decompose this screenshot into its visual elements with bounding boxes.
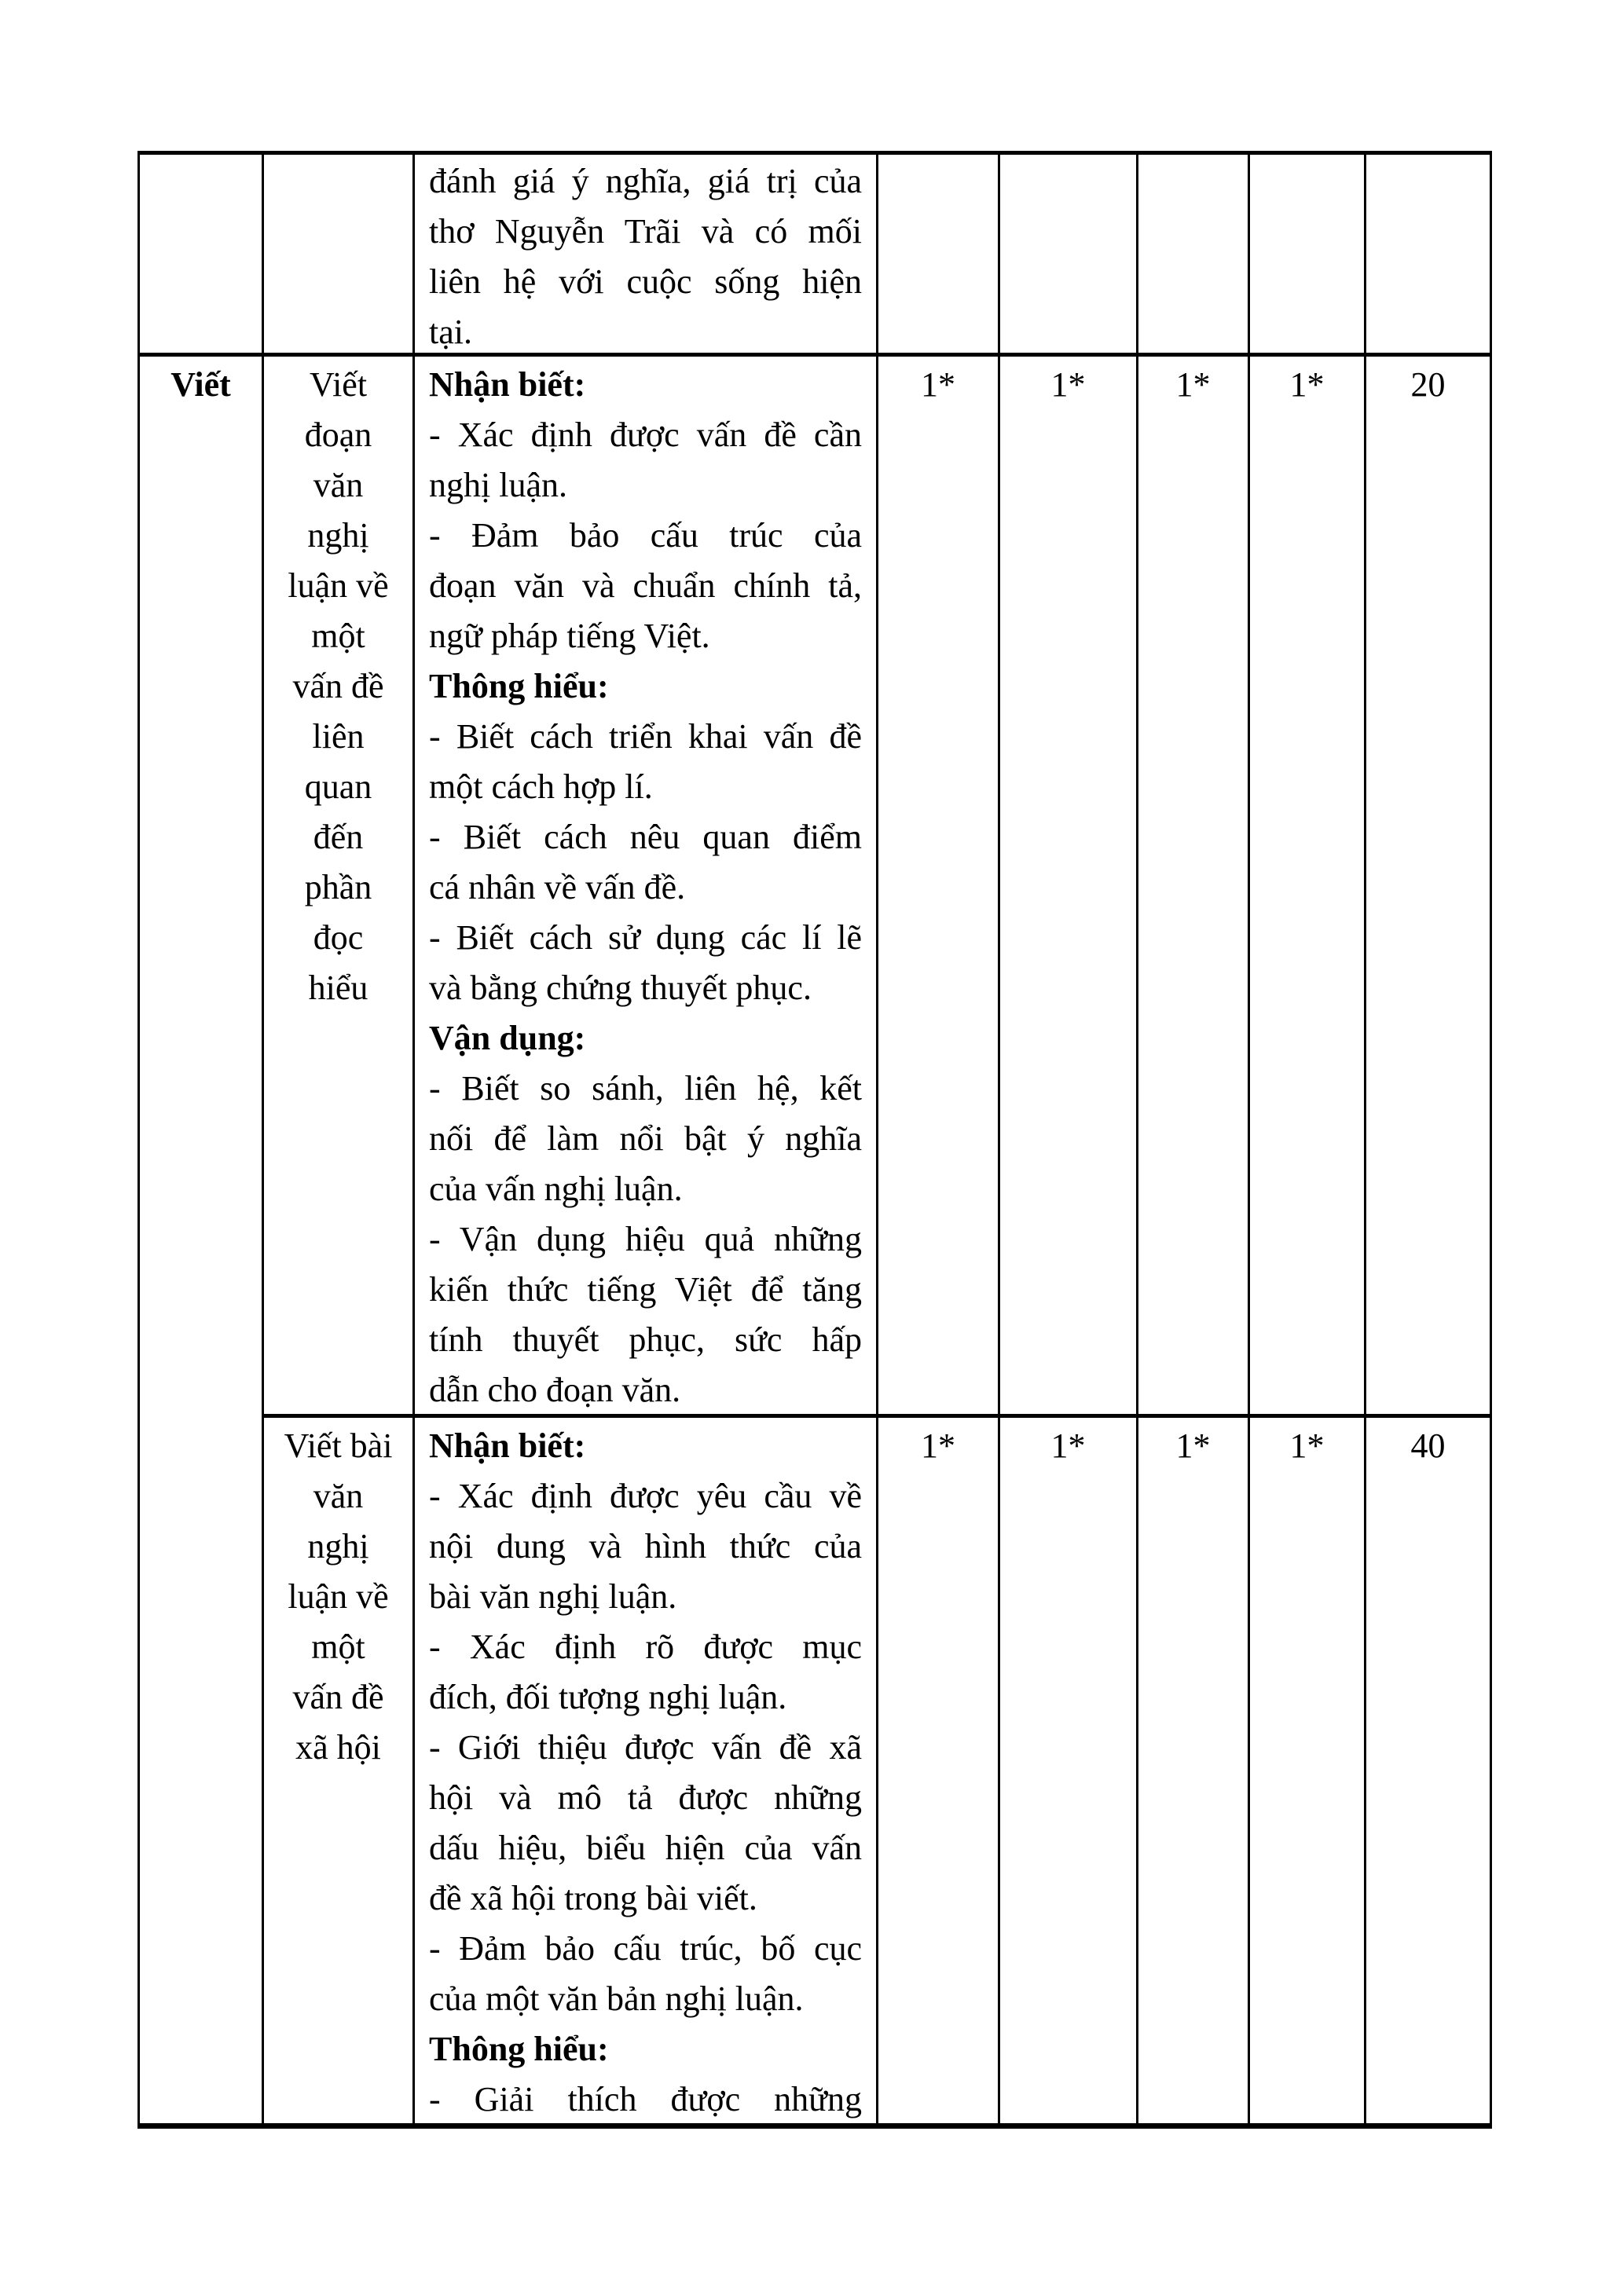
text-line: liên hệ với cuộc sống hiện <box>429 262 862 301</box>
cell-carryover-nb-empty <box>878 155 1000 357</box>
cell-carryover-th-empty <box>1000 155 1138 357</box>
text-line: phần <box>304 868 372 906</box>
text-line: vấn đề <box>292 667 384 705</box>
text-line: - Biết so sánh, liên hệ, kết <box>429 1069 862 1108</box>
text-line: - Vận dụng hiệu quả những <box>429 1220 862 1258</box>
text-line: hội và mô tả được những <box>429 1778 862 1817</box>
cell-carryover-skill-empty <box>140 155 264 357</box>
cell-carryover-vdc-empty <box>1250 155 1366 357</box>
text-line: nội dung và hình thức của <box>429 1527 862 1565</box>
text-line: thơ Nguyễn Trãi và có mối <box>429 212 862 251</box>
cell-row1-total: 20 <box>1366 357 1490 1418</box>
text-line: xã hội <box>295 1728 381 1767</box>
text-line: liên <box>312 717 365 756</box>
cell-topic-bai-van <box>264 1418 415 2123</box>
text-line: ngữ pháp tiếng Việt. <box>429 617 710 655</box>
text-line: luận về <box>288 1577 389 1616</box>
text-line: - Biết cách triển khai vấn đề <box>429 717 862 756</box>
text-line: văn <box>313 466 364 504</box>
text-line: - Biết cách nêu quan điểm <box>429 818 862 856</box>
text-line: đánh giá ý nghĩa, giá trị của <box>429 162 862 200</box>
text-line: Nhận biết: <box>429 1426 586 1465</box>
text-line: Thông hiểu: <box>429 667 609 705</box>
cell-row2-van-dung-cao: 1* <box>1250 1418 1366 2123</box>
text-line: của một văn bản nghị luận. <box>429 1979 804 2018</box>
text-line: Thông hiểu: <box>429 2030 609 2068</box>
text-line: đề xã hội trong bài viết. <box>429 1879 757 1917</box>
cell-skill-viet <box>140 357 264 2123</box>
text-line: đoạn văn và chuẩn chính tả, <box>429 566 862 605</box>
cell-row1-van-dung: 1* <box>1138 357 1250 1418</box>
text-line: vấn đề <box>292 1678 384 1716</box>
text-line: tại. <box>429 313 472 351</box>
text-line: kiến thức tiếng Việt để tăng <box>429 1270 862 1309</box>
text-line: - Giải thích được những <box>429 2080 862 2118</box>
text-line: Vận dụng: <box>429 1019 586 1057</box>
text-line: đọc <box>313 918 364 957</box>
text-line: và bằng chứng thuyết phục. <box>429 969 812 1007</box>
cell-carryover-topic-empty <box>264 155 415 357</box>
text-line: - Xác định được yêu cầu về <box>429 1477 862 1515</box>
text-line: một cách hợp lí. <box>429 767 653 806</box>
text-line: đích, đối tượng nghị luận. <box>429 1678 787 1716</box>
text-line: dẫn cho đoạn văn. <box>429 1371 681 1409</box>
text-line: - Biết cách sử dụng các lí lẽ <box>429 918 862 957</box>
text-line: Viết <box>309 365 368 404</box>
text-line: cá nhân về vấn đề. <box>429 868 686 906</box>
text-line: văn <box>313 1477 364 1515</box>
text-line: Nhận biết: <box>429 365 586 404</box>
cell-criteria-bai-van <box>415 1418 878 2123</box>
cell-carryover-criteria <box>415 155 878 357</box>
text-line: đến <box>313 818 364 856</box>
text-line: nghị <box>307 1527 369 1565</box>
cell-row2-van-dung: 1* <box>1138 1418 1250 2123</box>
text-line: đoạn <box>304 416 372 454</box>
cell-carryover-total-empty <box>1366 155 1490 357</box>
cell-row2-total: 40 <box>1410 1426 1446 1465</box>
cell-carryover-vd-empty <box>1138 155 1250 357</box>
cell-topic-doan-van <box>264 357 415 1418</box>
text-line: một <box>311 1628 365 1666</box>
cell-row2-nhan-biet: 1* <box>878 1418 1000 2123</box>
cell-criteria-doan-van <box>415 357 878 1418</box>
text-line: - Đảm bảo cấu trúc của <box>429 516 862 555</box>
text-line: dấu hiệu, biểu hiện của vấn <box>429 1829 862 1867</box>
text-line: - Giới thiệu được vấn đề xã <box>429 1728 862 1767</box>
cell-row1-thong-hieu: 1* <box>1000 357 1138 1418</box>
text-line: luận về <box>288 566 389 605</box>
text-line: quan <box>304 767 372 806</box>
text-line: nghị <box>307 516 369 555</box>
cell-row1-van-dung-cao: 1* <box>1250 357 1366 1418</box>
text-line: nghị luận. <box>429 466 567 504</box>
cell-row2-thong-hieu: 1* <box>1000 1418 1138 2123</box>
text-line: - Xác định rõ được mục <box>429 1628 862 1666</box>
text-line: nối để làm nổi bật ý nghĩa <box>429 1119 862 1158</box>
skill-label: Viết <box>170 365 231 404</box>
text-line: của vấn nghị luận. <box>429 1170 683 1208</box>
text-line: bài văn nghị luận. <box>429 1577 677 1616</box>
text-line: hiểu <box>308 969 368 1007</box>
text-line: - Xác định được vấn đề cần <box>429 416 862 454</box>
text-line: tính thuyết phục, sức hấp <box>429 1320 862 1359</box>
cell-row1-nhan-biet: 1* <box>878 357 1000 1418</box>
exam-matrix-table <box>137 151 1492 2129</box>
text-line: Viết bài <box>284 1426 393 1465</box>
text-line: một <box>311 617 365 655</box>
text-line: - Đảm bảo cấu trúc, bố cục <box>429 1929 862 1968</box>
